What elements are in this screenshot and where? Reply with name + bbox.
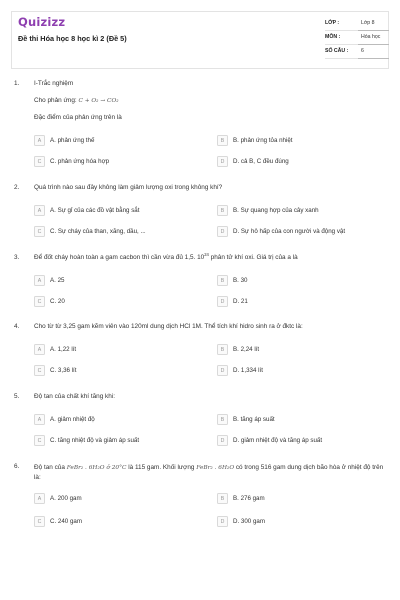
option-d[interactable] — [217, 156, 289, 167]
option-letter: C — [34, 226, 45, 237]
option-letter: D — [217, 156, 228, 167]
meta-label: LỚP : — [325, 20, 340, 26]
meta-grade — [325, 17, 389, 31]
quizizz-logo: Quizizz — [18, 15, 66, 29]
option-letter: A — [34, 275, 45, 286]
question-text — [34, 251, 298, 261]
meta-value: Hóa học — [361, 34, 381, 40]
option-c[interactable] — [34, 516, 82, 527]
option-text: C. 20 — [50, 298, 65, 305]
meta-question-count — [325, 45, 389, 59]
option-letter: D — [217, 226, 228, 237]
option-a[interactable] — [34, 205, 139, 216]
option-letter: A — [34, 344, 45, 355]
option-letter: B — [217, 344, 228, 355]
question-number: 2. — [14, 184, 20, 191]
question-text-part: Để đốt cháy hoàn toàn a gam cacbon thì cần vừa đủ 1,5. 10 — [34, 254, 205, 261]
option-text: A. Sự gỉ của các đồ vật bằng sắt — [50, 207, 140, 214]
option-a[interactable] — [34, 275, 64, 286]
option-letter: B — [217, 205, 228, 216]
worksheet-meta — [325, 17, 389, 59]
option-a[interactable] — [34, 493, 82, 504]
option-text: D. 21 — [233, 298, 248, 305]
option-text: B. tăng áp suất — [233, 416, 275, 423]
meta-value: Lớp 8 — [361, 20, 375, 26]
meta-subject — [325, 31, 389, 45]
option-letter: D — [217, 516, 228, 527]
formula-febr2: FeBr₂ . 6H₂O ở 20°C — [66, 465, 127, 471]
question-text — [34, 463, 390, 482]
question-text: I-Trắc nghiệm — [34, 80, 74, 87]
option-d[interactable] — [217, 365, 263, 376]
option-b[interactable] — [217, 135, 293, 146]
option-c[interactable] — [34, 226, 146, 237]
question-number: 1. — [14, 80, 20, 87]
option-a[interactable] — [34, 344, 76, 355]
option-text: D. giảm nhiệt độ và tăng áp suất — [233, 437, 323, 444]
option-b[interactable] — [217, 205, 319, 216]
option-letter: B — [217, 275, 228, 286]
option-a[interactable] — [34, 414, 95, 425]
question-text-part: có trong 516 gam dung dịch bão hòa ở nhiệt độ trên là: — [34, 464, 384, 481]
option-letter: C — [34, 435, 45, 446]
option-text: D. cả B, C đều đúng — [233, 158, 289, 165]
option-c[interactable] — [34, 435, 139, 446]
option-text: B. phản ứng tỏa nhiệt — [233, 137, 293, 144]
meta-value: 6 — [361, 48, 364, 54]
option-c[interactable] — [34, 365, 76, 376]
question-reaction-line — [34, 97, 119, 104]
worksheet-title: Đề thi Hóa học 8 học kì 2 (Đề 5) — [18, 34, 127, 43]
option-text: C. phản ứng hóa hợp — [50, 158, 110, 165]
option-d[interactable] — [217, 226, 345, 237]
option-text: A. giảm nhiệt độ — [50, 416, 95, 423]
option-text: A. phản ứng thế — [50, 137, 95, 144]
exponent: 24 — [204, 251, 209, 257]
question-subtext: Đặc điểm của phản ứng trên là — [34, 114, 122, 121]
option-b[interactable] — [217, 344, 259, 355]
option-letter: B — [217, 493, 228, 504]
reaction-formula: C + O₂ → CO₂ — [78, 98, 119, 104]
option-d[interactable] — [217, 296, 248, 307]
option-text: D. 1,334 lít — [233, 367, 263, 374]
option-text: B. Sự quang hợp của cây xanh — [233, 207, 319, 214]
option-letter: B — [217, 414, 228, 425]
option-letter: D — [217, 435, 228, 446]
question-number: 5. — [14, 393, 20, 400]
option-b[interactable] — [217, 275, 247, 286]
question-number: 3. — [14, 254, 20, 261]
question-text-part: là 115 gam. Khối lượng — [126, 464, 197, 471]
meta-label: MÔN : — [325, 34, 341, 40]
option-a[interactable] — [34, 135, 94, 146]
option-text: D. 300 gam — [233, 518, 265, 525]
option-c[interactable] — [34, 296, 65, 307]
option-letter: C — [34, 156, 45, 167]
option-text: D. Sự hô hấp của con người và động vật — [233, 228, 346, 235]
option-letter: B — [217, 135, 228, 146]
question-text: Độ tan của chất khí tăng khi: — [34, 393, 115, 400]
meta-underline — [358, 58, 389, 59]
option-text: C. 3,36 lít — [50, 367, 77, 374]
question-text: Quá trình nào sau đây không làm giảm lượng oxi trong không khí? — [34, 184, 223, 191]
option-letter: D — [217, 296, 228, 307]
option-letter: C — [34, 516, 45, 527]
question-text: Cho từ từ 3,25 gam kẽm viên vào 120ml dung dịch HCl 1M. Thể tích khí hidro sinh ra ở đktc là: — [34, 323, 303, 330]
option-letter: A — [34, 493, 45, 504]
option-c[interactable] — [34, 156, 109, 167]
option-text: A. 200 gam — [50, 495, 82, 502]
formula-febr2: FeBr₂ . 6H₂O — [196, 465, 235, 471]
option-letter: C — [34, 365, 45, 376]
option-text: B. 276 gam — [233, 495, 265, 502]
option-letter: D — [217, 365, 228, 376]
option-letter: A — [34, 414, 45, 425]
option-text: B. 30 — [233, 277, 248, 284]
question-number: 6. — [14, 463, 20, 470]
question-number: 4. — [14, 323, 20, 330]
question-text-part: phân tử khí oxi. Giá trị của a là — [208, 254, 298, 261]
reaction-prefix: Cho phản ứng: — [34, 97, 79, 104]
option-d[interactable] — [217, 516, 265, 527]
option-d[interactable] — [217, 435, 322, 446]
option-text: C. Sự cháy của than, xăng, dầu, ... — [50, 228, 146, 235]
option-text: B. 2,24 lít — [233, 346, 260, 353]
question-text-part: Độ tan của — [34, 464, 67, 471]
option-b[interactable] — [217, 493, 265, 504]
option-text: A. 1,22 lít — [50, 346, 77, 353]
option-text: C. 240 gam — [50, 518, 82, 525]
option-b[interactable] — [217, 414, 275, 425]
option-letter: A — [34, 205, 45, 216]
option-text: C. tăng nhiệt độ và giảm áp suất — [50, 437, 140, 444]
worksheet-header — [11, 11, 389, 69]
option-text: A. 25 — [50, 277, 65, 284]
meta-label: SỐ CÂU : — [325, 48, 349, 54]
option-letter: A — [34, 135, 45, 146]
option-letter: C — [34, 296, 45, 307]
